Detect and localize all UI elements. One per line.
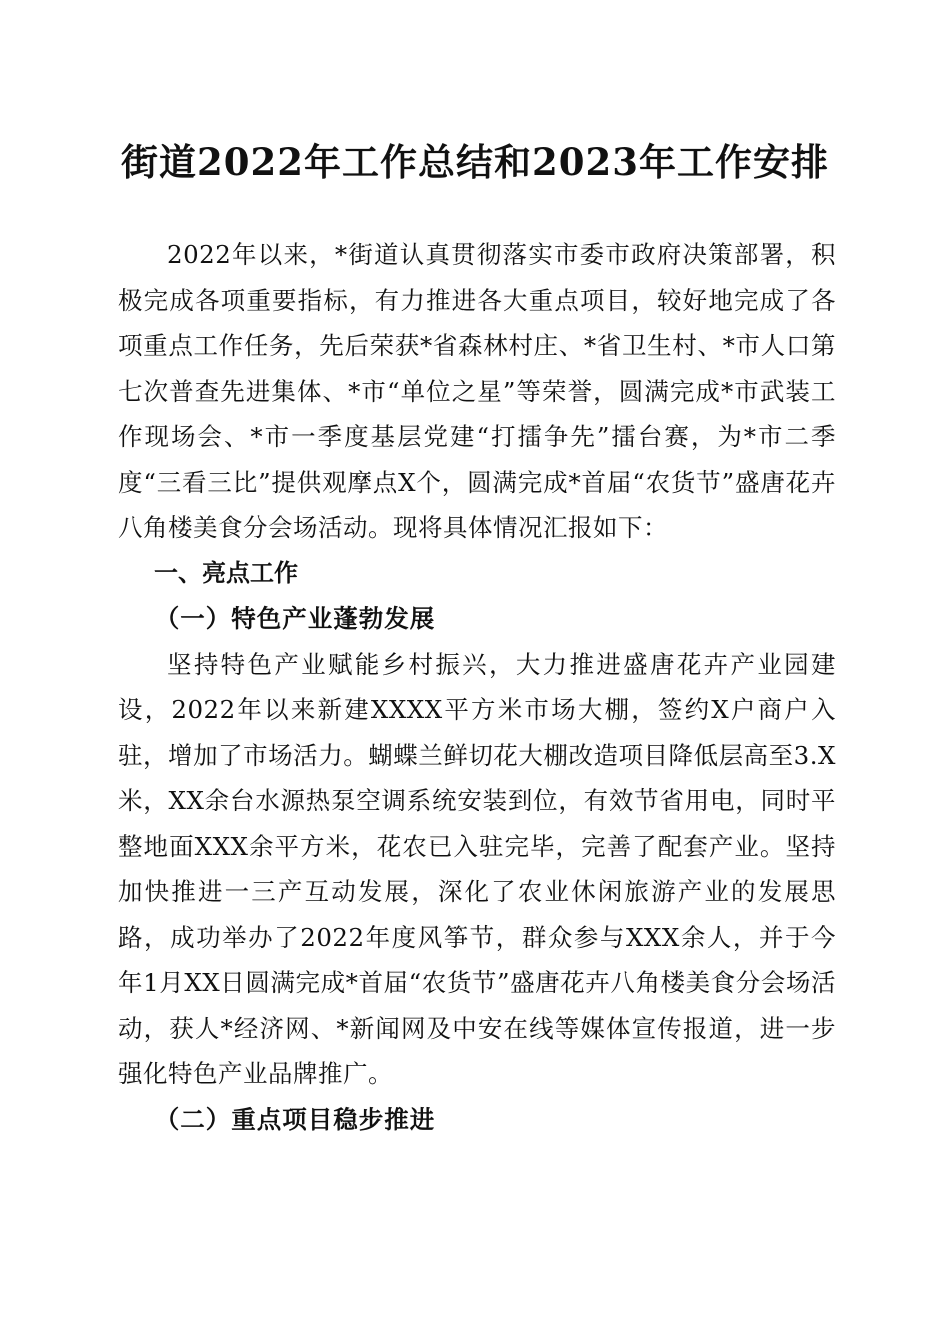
document-body (118, 232, 836, 1142)
industry-paragraph: 坚持特色产业赋能乡村振兴，大力推进盛唐花卉产业园建设，2022年以来新建XXXX平方米市场大棚，签约X户商户入驻，增加了市场活力。蝴蝶兰鲜切花大棚改造项目降低层高至3.X米，XX余台水源热泵空调系统安装到位，有效节省用电，同时平整地面XXX余平方米，花农已入驻完毕，完善了配套产业。坚持加快推进一三产互动发展，深化了农业休闲旅游产业的发展思路，成功举办了2022年度风筝节，群众参与XXX余人，并于今年1月XX日圆满完成*首届“农货节”盛唐花卉八角楼美食分会场活动，获人*经济网、*新闻网及中安在线等媒体宣传报道，进一步强化特色产业品牌推广。 (118, 649, 836, 1088)
section-heading-highlights: 一、亮点工作 (154, 558, 298, 587)
subsection-heading-projects: （二）重点项目稳步推进 (154, 1104, 436, 1134)
subsection-heading-industry: （一）特色产业蓬勃发展 (154, 604, 436, 633)
document-title: 街道2022年工作总结和2023年工作安排 (121, 140, 829, 184)
intro-paragraph: 2022年以来，*街道认真贯彻落实市委市政府决策部署，积极完成各项重要指标，有力推进各大重点项目，较好地完成了各项重点工作任务，先后荣获*省森林村庄、*省卫生村、*市人口第七次普查先进集体、*市“单位之星”等荣誉，圆满完成*市武装工作现场会、*市一季度基层党建“打擂争先”擂台赛，为*市二季度“三看三比”提供观摩点X个，圆满完成*首届“农货节”盛唐花卉八角楼美食分会场活动。现将具体情况汇报如下： (118, 240, 836, 542)
